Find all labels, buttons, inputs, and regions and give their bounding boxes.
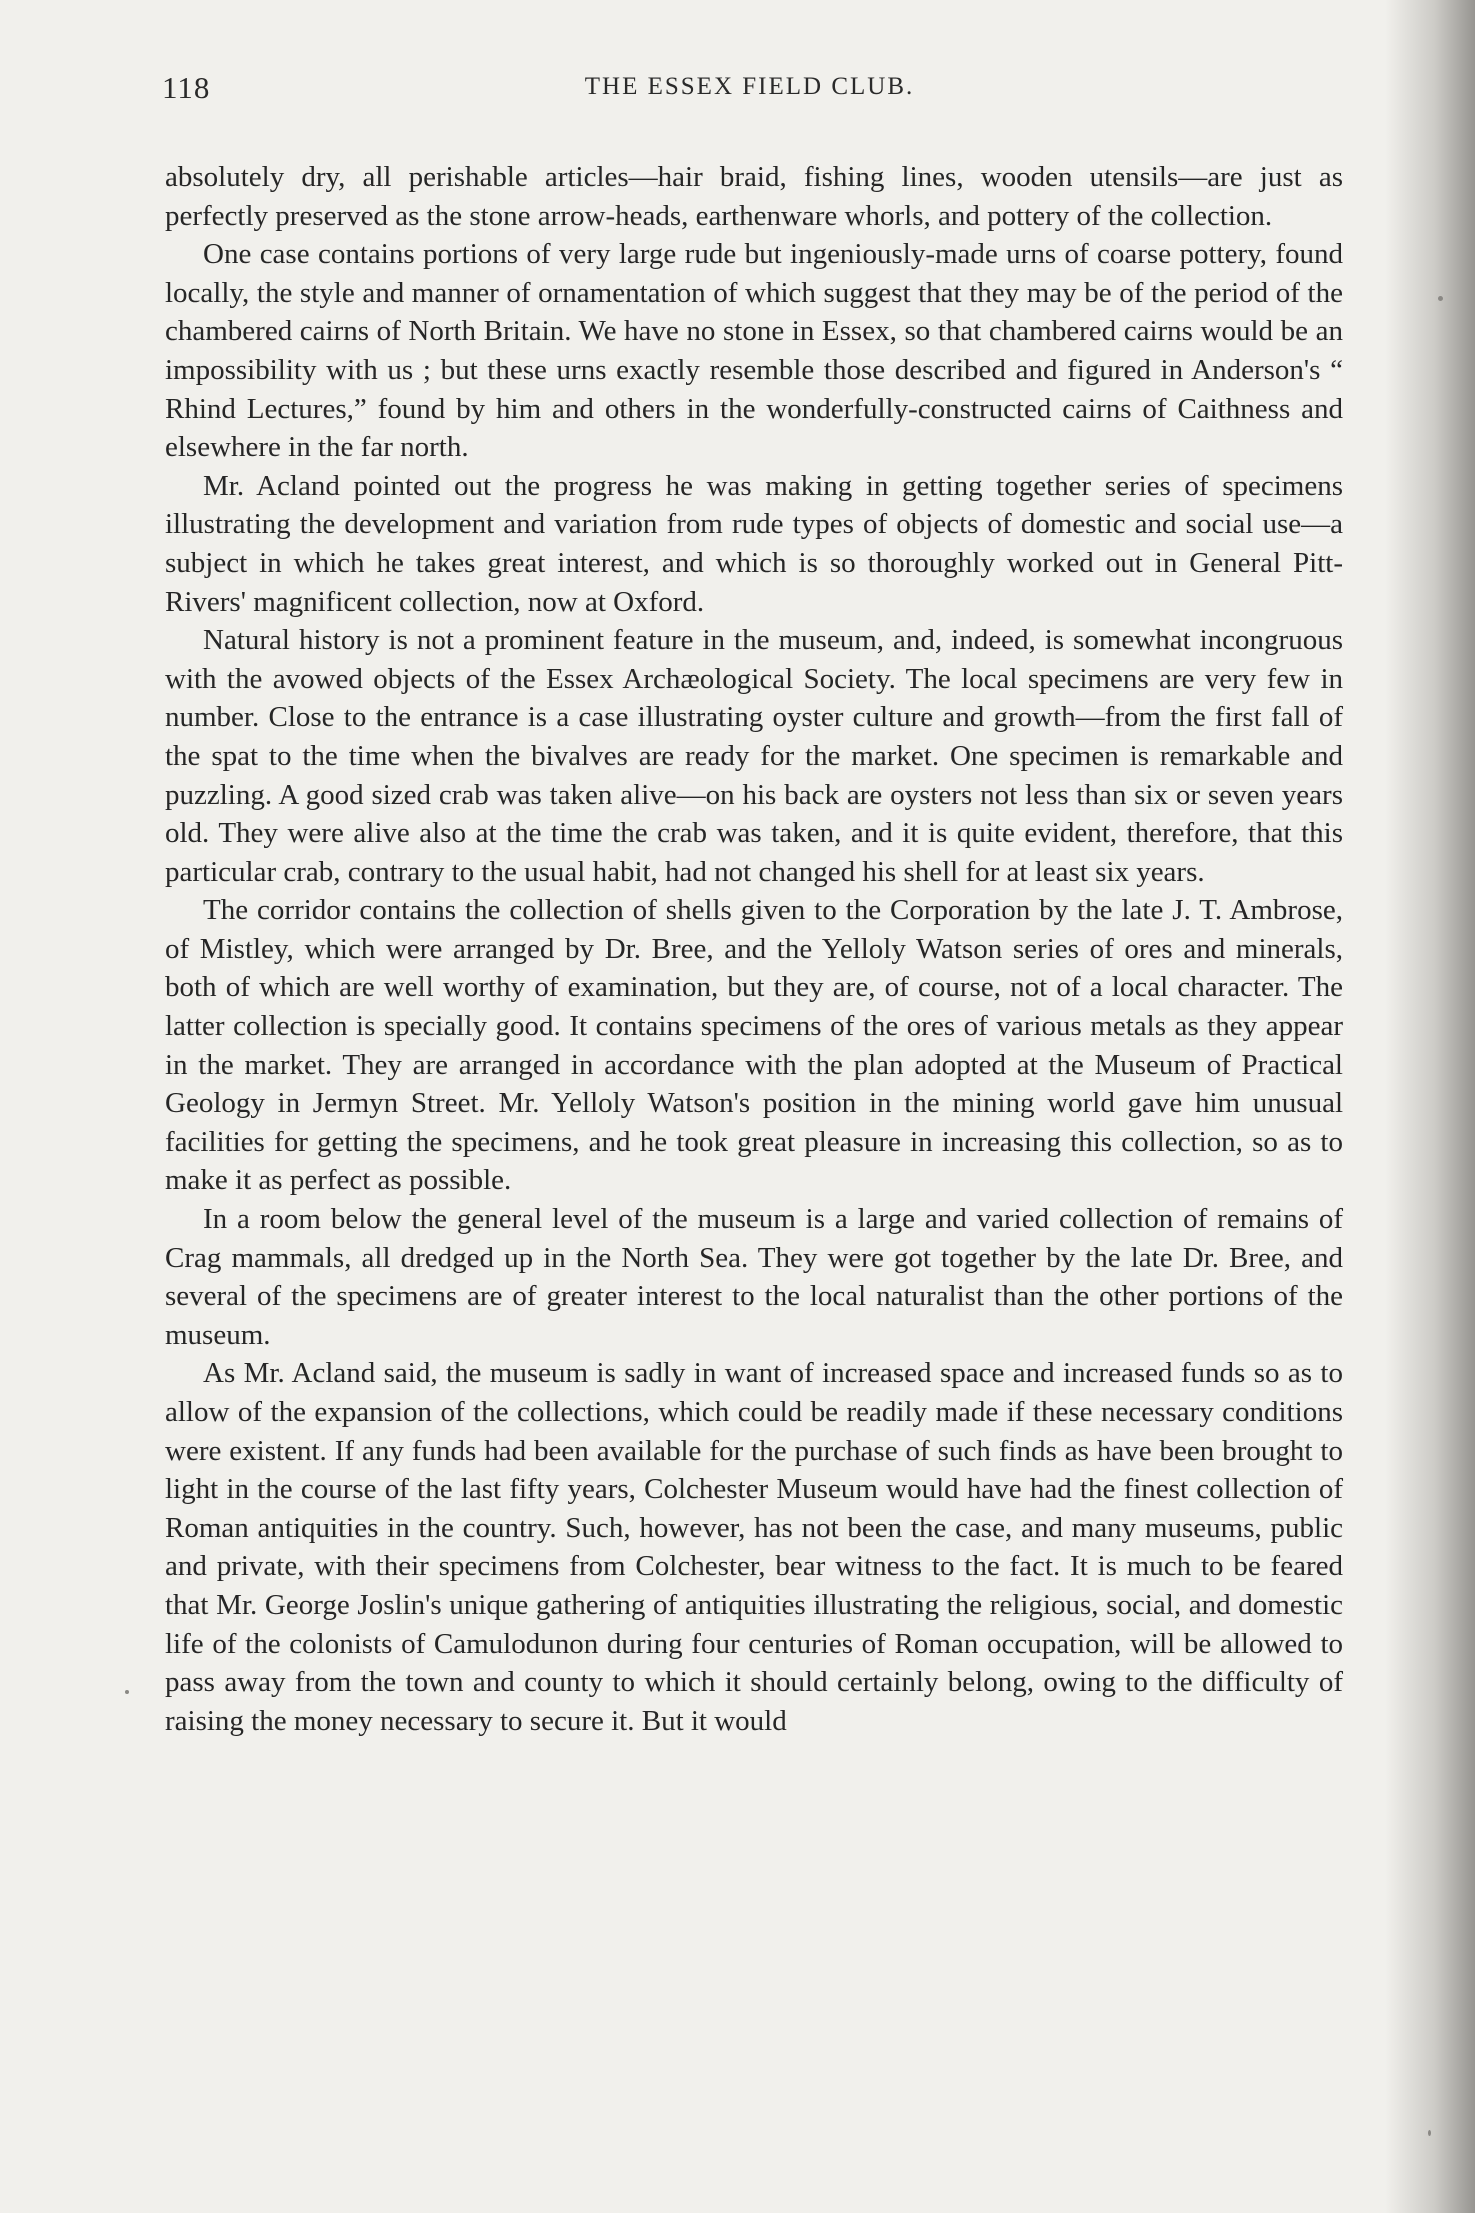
body-text <box>165 158 1343 1740</box>
paragraph: As Mr. Acland said, the museum is sadly in want of increased space and increased funds so as to allow of the expansion of the collections, which could be readily made if these necessary conditions were existent. If any funds had been available for the purchase of such finds as have been brought to light in the course of the last fifty years, Colchester Museum would have had the finest collection of Roman antiquities in the country. Such, however, has not been the case, and many museums, public and private, with their specimens from Colchester, bear witness to the fact. It is much to be feared that Mr. George Joslin's unique gathering of antiquities illustrating the religious, social, and domestic life of the colonists of Camulodunon during four centuries of Roman occupation, will be allowed to pass away from the town and county to which it should certainly belong, owing to the difficulty of raising the money necessary to secure it. But it would <box>165 1357 1343 1737</box>
paragraph: The corridor contains the collection of shells given to the Corporation by the late J. T. Ambrose, of Mistley, which were arranged by Dr. Bree, and the Yelloly Watson series of ores and minerals, both of which are well worthy of examination, but they are, of course, not of a local character. The latter collection is specially good. It contains specimens of the ores of various metals as they appear in the market. They are arranged in accordance with the plan adopted at the Museum of Practical Geology in Jermyn Street. Mr. Yelloly Watson's position in the mining world gave him unusual facilities for getting the specimens, and he took great pleasure in increasing this collection, so as to make it as perfect as possible. <box>165 894 1343 1197</box>
paragraph: absolutely dry, all perishable articles—hair braid, fishing lines, wooden utensils—are just as perfectly preserved as the stone arrow-heads, earthenware whorls, and pottery of the collection. <box>165 161 1343 232</box>
page-number: 118 <box>162 70 211 105</box>
paper-speck <box>125 1690 129 1694</box>
paragraph: Mr. Acland pointed out the progress he was making in getting together series of specimens illustrating the development and variation from rude types of objects of domestic and social use—a subject in which he takes great interest, and which is so thoroughly worked out in General Pitt-Rivers' magnificent collection, now at Oxford. <box>165 469 1343 618</box>
page-header <box>162 70 1337 110</box>
paragraph: In a room below the general level of the museum is a large and varied collection of remains of Crag mammals, all dredged up in the North Sea. They were got together by the late Dr. Bree, and several of the specimens are of greater interest to the local naturalist than the other portions of the museum. <box>165 1203 1343 1351</box>
paper-speck <box>1438 296 1443 301</box>
paragraph: One case contains portions of very large rude but ingeniously-made urns of coarse pottery, found locally, the style and manner of ornamentation of which suggest that they may be of the period of the chambered cairns of North Britain. We have no stone in Essex, so that chambered cairns would be an impossibility with us ; but these urns exactly resemble those described and figured in Anderson's “ Rhind Lectures,” found by him and others in the wonderfully-constructed cairns of Caithness and elsewhere in the far north. <box>165 238 1343 464</box>
paper-speck <box>1428 2130 1431 2136</box>
binding-shadow <box>1385 0 1475 2213</box>
paragraph: Natural history is not a prominent feature in the museum, and, indeed, is somewhat incongruous with the avowed objects of the Essex Archæological Society. The local specimens are very few in number. Close to the entrance is a case illustrating oyster culture and growth—from the first fall of the spat to the time when the bivalves are ready for the market. One specimen is remarkable and puzzling. A good sized crab was taken alive—on his back are oysters not less than six or seven years old. They were alive also at the time the crab was taken, and it is quite evident, therefore, that this particular crab, contrary to the usual habit, had not changed his shell for at least six years. <box>165 624 1343 888</box>
running-title: THE ESSEX FIELD CLUB. <box>584 73 915 100</box>
